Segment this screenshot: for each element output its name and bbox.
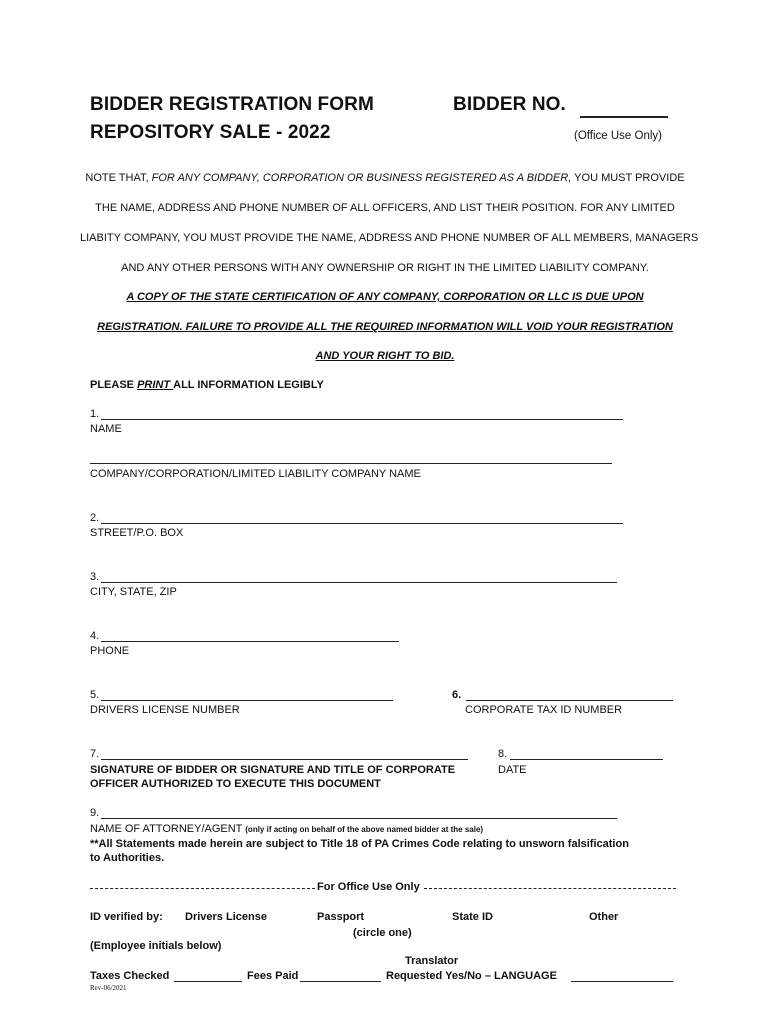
language-field[interactable] (571, 981, 673, 982)
attorney-agent-label: NAME OF ATTORNEY/AGENT (only if acting on behalf of the above named bidder at the sale) (90, 823, 484, 835)
warning-line-1: A COPY OF THE STATE CERTIFICATION OF ANY COMPANY, CORPORATION OR LLC IS DUE UPON (126, 291, 644, 303)
field-1-number: 1. (90, 408, 100, 420)
option-other[interactable]: Other (589, 911, 619, 923)
option-passport[interactable]: Passport (317, 911, 365, 923)
date-field[interactable] (510, 759, 663, 760)
option-state-id[interactable]: State ID (452, 911, 493, 923)
name-label: NAME (90, 423, 122, 435)
phone-label: PHONE (90, 645, 130, 657)
translator-requested-label: Requested Yes/No – LANGUAGE (386, 970, 557, 982)
employee-initials-note: (Employee initials below) (90, 940, 222, 952)
street-field[interactable] (101, 523, 623, 524)
corporate-tax-id-field[interactable] (466, 700, 673, 701)
form-title-line1: BIDDER REGISTRATION FORM (90, 94, 374, 115)
signature-field[interactable] (101, 759, 468, 760)
field-8-number: 8. (498, 748, 508, 760)
bidder-no-label: BIDDER NO. (453, 94, 566, 115)
phone-field[interactable] (101, 641, 399, 642)
form-title-line2: REPOSITORY SALE - 2022 (90, 122, 331, 143)
city-state-zip-field[interactable] (101, 582, 617, 583)
field-2-number: 2. (90, 512, 100, 524)
fees-paid-label: Fees Paid (247, 970, 299, 982)
signature-label-line-1: SIGNATURE OF BIDDER OR SIGNATURE AND TITLE OF CORPORATE (90, 764, 456, 776)
drivers-license-field[interactable] (101, 700, 393, 701)
drivers-license-label: DRIVERS LICENSE NUMBER (90, 704, 240, 716)
name-field[interactable] (101, 419, 623, 420)
field-7-number: 7. (90, 748, 100, 760)
date-label: DATE (498, 764, 527, 776)
warning-line-2: REGISTRATION. FAILURE TO PROVIDE ALL THE REQUIRED INFORMATION WILL VOID YOUR REGISTRATION (97, 321, 673, 333)
field-9-number: 9. (90, 807, 100, 819)
id-verified-label: ID verified by: (90, 911, 163, 923)
city-state-zip-label: CITY, STATE, ZIP (90, 586, 177, 598)
field-5-number: 5. (90, 689, 100, 701)
office-use-note: (Office Use Only) (574, 130, 662, 142)
divider-left (90, 888, 315, 889)
fees-paid-field[interactable] (300, 981, 381, 982)
note-line-4: AND ANY OTHER PERSONS WITH ANY OWNERSHIP OR RIGHT IN THE LIMITED LIABILITY COMPANY. (121, 262, 649, 274)
field-3-number: 3. (90, 571, 100, 583)
circle-one-note: (circle one) (353, 927, 412, 939)
bidder-no-field[interactable] (580, 116, 668, 118)
taxes-checked-field[interactable] (174, 981, 242, 982)
street-label: STREET/P.O. BOX (90, 527, 184, 539)
taxes-checked-label: Taxes Checked (90, 970, 170, 982)
statement-line-1: **All Statements made herein are subject to Title 18 of PA Crimes Code relating to unsworn falsification (90, 838, 629, 850)
warning-line-3: AND YOUR RIGHT TO BID. (315, 350, 455, 362)
office-use-divider-label: For Office Use Only (317, 881, 420, 893)
divider-right (424, 888, 676, 889)
print-instruction: PLEASE PRINT ALL INFORMATION LEGIBLY (90, 379, 324, 391)
option-drivers-license[interactable]: Drivers License (185, 911, 267, 923)
statement-line-2: to Authorities. (90, 852, 165, 864)
attorney-agent-field[interactable] (101, 818, 617, 819)
note-line-2: THE NAME, ADDRESS AND PHONE NUMBER OF ALL OFFICERS, AND LIST THEIR POSITION. FOR ANY LIMITED (95, 202, 675, 214)
note-line-1: NOTE THAT, FOR ANY COMPANY, CORPORATION OR BUSINESS REGISTERED AS A BIDDER, YOU MUST PROVIDE (85, 172, 685, 184)
field-4-number: 4. (90, 630, 100, 642)
note-line-3: LIABITY COMPANY, YOU MUST PROVIDE THE NAME, ADDRESS AND PHONE NUMBER OF ALL MEMBERS, MANAGERS (80, 232, 699, 244)
signature-label-line-2: OFFICER AUTHORIZED TO EXECUTE THIS DOCUMENT (90, 778, 381, 790)
corporate-tax-id-label: CORPORATE TAX ID NUMBER (465, 704, 623, 716)
company-label: COMPANY/CORPORATION/LIMITED LIABILITY COMPANY NAME (90, 468, 421, 480)
translator-label: Translator (405, 955, 459, 967)
company-name-field[interactable] (90, 463, 612, 464)
revision-note: Rev-06/2021 (90, 984, 127, 992)
field-6-number: 6. (452, 689, 462, 701)
